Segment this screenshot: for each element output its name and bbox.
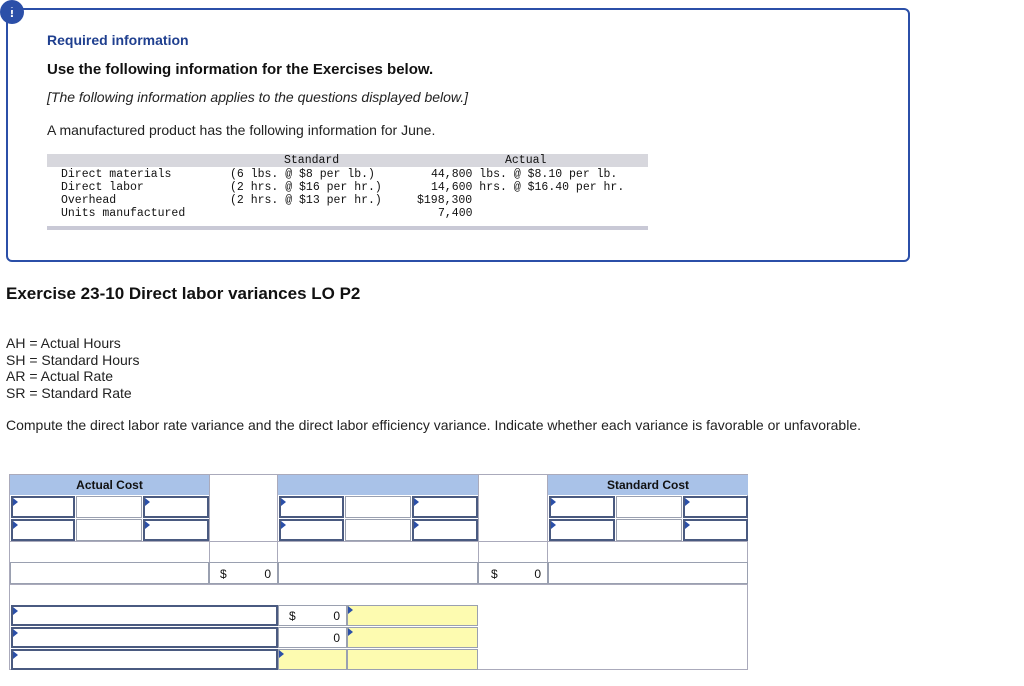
- middle-total-row: [278, 562, 478, 584]
- dropdown-marker-icon: [551, 498, 556, 506]
- actual-hours-input[interactable]: [11, 519, 75, 541]
- total-variance-type-select[interactable]: [347, 649, 478, 670]
- standard-hours-input[interactable]: [549, 519, 615, 541]
- dropdown-marker-icon: [348, 606, 353, 614]
- row-standard: (2 hrs. @ $16 per hr.): [230, 181, 382, 194]
- middle-hours-input[interactable]: [279, 519, 344, 541]
- row-standard: (2 hrs. @ $13 per hr.): [230, 194, 382, 207]
- use-following-heading: Use the following information for the Exercises below.: [47, 61, 434, 78]
- dropdown-marker-icon: [348, 628, 353, 636]
- intro-text: A manufactured product has the following information for June.: [47, 122, 436, 138]
- middle-total-cell[interactable]: [478, 562, 548, 584]
- currency-symbol: $: [220, 567, 227, 581]
- middle-total-value: 0: [534, 567, 541, 581]
- standard-rate-input[interactable]: [683, 519, 748, 541]
- dropdown-marker-icon: [13, 651, 18, 659]
- definitions-list: [6, 335, 139, 401]
- actual-header: Actual: [505, 154, 547, 167]
- dropdown-marker-icon: [13, 521, 18, 529]
- table-footer-bar: [47, 226, 648, 230]
- actual-label-input[interactable]: [11, 496, 75, 518]
- standard-label-op[interactable]: [616, 496, 682, 518]
- exercise-title: Exercise 23-10 Direct labor variances LO P2: [6, 284, 361, 303]
- row-actual: 44,800 lbs. @ $8.10 per lb.: [431, 168, 618, 181]
- currency-symbol: $: [491, 567, 498, 581]
- total-variance-label-input[interactable]: [11, 649, 278, 670]
- middle-label-input[interactable]: [279, 496, 344, 518]
- dropdown-marker-icon: [279, 650, 284, 658]
- dropdown-marker-icon: [551, 521, 556, 529]
- row-label: Direct labor: [61, 181, 144, 194]
- row-actual: 14,600 hrs. @ $16.40 per hr.: [431, 181, 625, 194]
- efficiency-variance-label-input[interactable]: [11, 627, 278, 648]
- total-variance-cell[interactable]: [278, 649, 347, 670]
- efficiency-variance-value: 0: [333, 631, 340, 645]
- rate-variance-cell[interactable]: [278, 605, 347, 626]
- middle-header-cell: [278, 475, 478, 495]
- actual-label-op[interactable]: [76, 496, 142, 518]
- dropdown-marker-icon: [685, 521, 690, 529]
- standard-cost-header: Standard Cost: [606, 478, 689, 492]
- spacer-row: [10, 541, 748, 562]
- instruction-text: Compute the direct labor rate variance and the direct labor efficiency variance. Indicate whether each variance is favorable or unfavorable.: [6, 417, 861, 433]
- dropdown-marker-icon: [281, 498, 286, 506]
- definition-ar: AR = Actual Rate: [6, 368, 114, 384]
- dropdown-marker-icon: [13, 607, 18, 615]
- dropdown-marker-icon: [685, 498, 690, 506]
- actual-total-row: [10, 562, 209, 584]
- dropdown-marker-icon: [414, 521, 419, 529]
- dropdown-marker-icon: [145, 521, 150, 529]
- standard-header: Standard: [284, 154, 340, 167]
- actual-op-cell[interactable]: [76, 519, 142, 541]
- rate-variance-value: 0: [333, 609, 340, 623]
- row-actual: 7,400: [438, 207, 473, 220]
- middle-label-op[interactable]: [345, 496, 411, 518]
- dropdown-marker-icon: [13, 629, 18, 637]
- middle-op-cell[interactable]: [345, 519, 411, 541]
- row-standard: (6 lbs. @ $8 per lb.): [230, 168, 375, 181]
- dropdown-marker-icon: [145, 498, 150, 506]
- rate-variance-type-select[interactable]: [347, 605, 478, 626]
- actual-total-cell[interactable]: [209, 562, 278, 584]
- currency-symbol: $: [289, 609, 296, 623]
- actual-cost-header: Actual Cost: [76, 478, 143, 492]
- definition-sh: SH = Standard Hours: [6, 351, 140, 368]
- efficiency-variance-cell[interactable]: [278, 627, 347, 648]
- variance-worksheet: [9, 474, 748, 670]
- table-header-bar: [47, 154, 648, 167]
- alert-icon: !: [0, 0, 24, 24]
- middle-rate-input[interactable]: [412, 519, 478, 541]
- actual-cost-header-cell: [10, 475, 209, 495]
- standard-label-input-2[interactable]: [683, 496, 748, 518]
- standard-cost-header-cell: [548, 475, 748, 495]
- dropdown-marker-icon: [281, 521, 286, 529]
- dropdown-marker-icon: [13, 498, 18, 506]
- row-actual: $198,300: [417, 194, 473, 207]
- standard-op-cell[interactable]: [616, 519, 682, 541]
- row-label: Units manufactured: [61, 207, 186, 220]
- spacer-row: [10, 584, 748, 604]
- rate-variance-label-input[interactable]: [11, 605, 278, 626]
- applies-note: [The following information applies to the questions displayed below.]: [47, 89, 469, 105]
- efficiency-variance-type-select[interactable]: [347, 627, 478, 648]
- row-label: Direct materials: [61, 168, 172, 181]
- actual-rate-input[interactable]: [143, 519, 209, 541]
- definition-ah: AH = Actual Hours: [6, 335, 121, 351]
- standard-total-row: [548, 562, 748, 584]
- definition-sr: SR = Standard Rate: [6, 384, 132, 401]
- actual-label-input-2[interactable]: [143, 496, 209, 518]
- standard-label-input[interactable]: [549, 496, 615, 518]
- row-label: Overhead: [61, 194, 117, 207]
- middle-label-input-2[interactable]: [412, 496, 478, 518]
- required-information-heading: Required information: [47, 32, 189, 48]
- actual-total-value: 0: [264, 567, 271, 581]
- dropdown-marker-icon: [414, 498, 419, 506]
